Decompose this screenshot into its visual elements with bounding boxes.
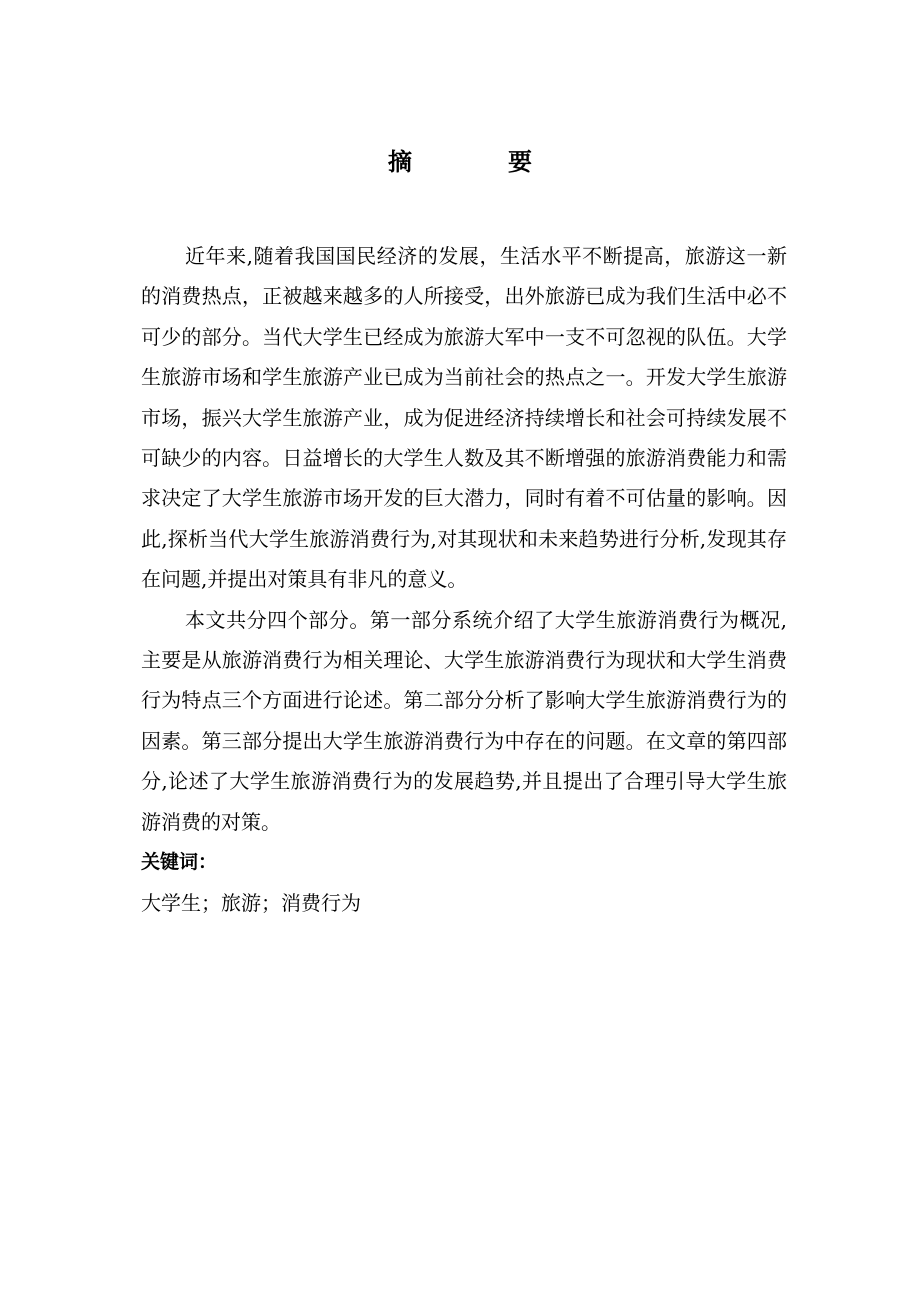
keywords-list: 大学生；旅游；消费行为 [141, 890, 361, 915]
abstract-title: 摘 要 [388, 148, 568, 176]
abstract-paragraph-2: 本文共分四个部分。第一部分系统介绍了大学生旅游消费行为概况,主要是从旅游消费行为相关理论、大学生旅游消费行为现状和大学生消费行为特点三个方面进行论述。第二部分分析了影响大学生旅游消费行为的因素。第三部分提出大学生旅游消费行为中存在的问题。在文章的第四部分,论述了大学生旅游消费行为的发展趋势,并且提出了合理引导大学生旅游消费的对策。 [141, 607, 787, 834]
keywords-label: 关键词： [141, 851, 218, 874]
abstract-body [141, 236, 787, 923]
abstract-paragraph-1: 近年来,随着我国国民经济的发展，生活水平不断提高，旅游这一新的消费热点，正被越来越多的人所接受，出外旅游已成为我们生活中必不可少的部分。当代大学生已经成为旅游大军中一支不可忽视的队伍。大学生旅游市场和学生旅游产业已成为当前社会的热点之一。开发大学生旅游市场，振兴大学生旅游产业，成为促进经济持续增长和社会可持续发展不可缺少的内容。日益增长的大学生人数及其不断增强的旅游消费能力和需求决定了大学生旅游市场开发的巨大潜力，同时有着不可估量的影响。因此,探析当代大学生旅游消费行为,对其现状和未来趋势进行分析,发现其存在问题,并提出对策具有非凡的意义。 [141, 244, 787, 592]
